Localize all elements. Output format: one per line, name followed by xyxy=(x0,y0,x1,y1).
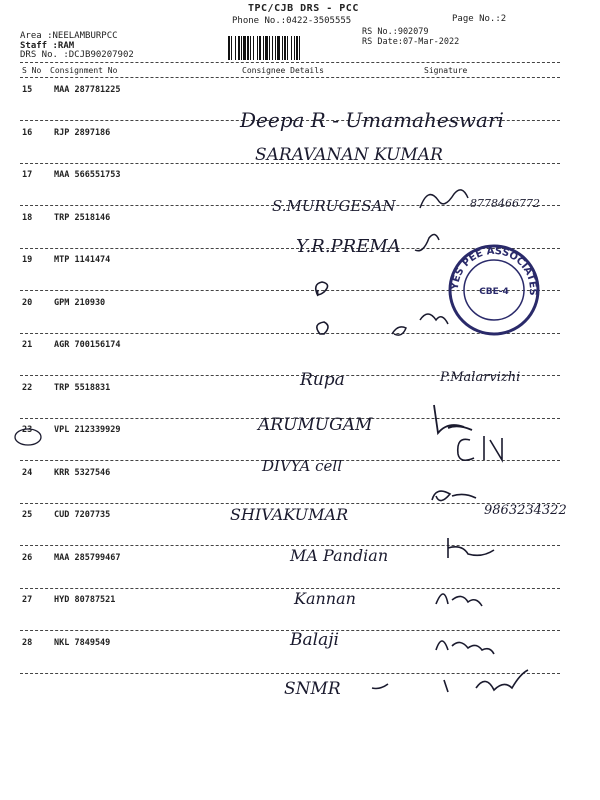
row-sno: 21 xyxy=(22,340,33,350)
signature-20b xyxy=(392,314,448,335)
signature-20 xyxy=(317,322,328,334)
signature-17 xyxy=(420,190,468,208)
row-consignment-number: MAA 287781225 xyxy=(54,85,121,95)
consignee-phone-17: 8778466772 xyxy=(470,197,540,210)
signature-26 xyxy=(436,594,482,606)
signature-28-mark xyxy=(372,684,388,689)
row-consignment-number: AGR 700156174 xyxy=(54,340,121,350)
row-consignment-number: RJP 2897186 xyxy=(54,128,111,138)
consignee-sign-25: MA Pandian xyxy=(290,546,389,565)
signature-24 xyxy=(432,491,476,500)
consignee-sign-15: Deepa R - Umamaheswari xyxy=(240,108,504,132)
col-header-consignment: Consignment No xyxy=(50,66,118,75)
signature-28 xyxy=(444,670,528,692)
row-sno: 16 xyxy=(22,128,33,138)
staff-label: Staff :RAM xyxy=(20,40,75,51)
row-consignment-number: MAA 566551753 xyxy=(54,170,121,180)
row-consignment-number: KRR 5327546 xyxy=(54,468,111,478)
signature-22 xyxy=(434,405,472,433)
row-consignment-number: CUD 7207735 xyxy=(54,510,111,520)
consignee-sign-26: Kannan xyxy=(294,589,356,608)
consignee-sign-28: SNMR xyxy=(284,679,341,699)
row-sno: 22 xyxy=(22,383,33,393)
consignee-sign-18: Y.R.PREMA xyxy=(296,236,401,257)
rs-number: RS No.:902079 xyxy=(362,27,429,37)
row-23-circle-mark xyxy=(15,429,41,445)
area-label: Area :NEELAMBURPCC xyxy=(20,31,118,41)
signature-18 xyxy=(415,234,439,250)
consignee-sign-17: S.MURUGESAN xyxy=(272,197,396,215)
consignee-sign-21: Rupa xyxy=(300,370,345,390)
signature-21: P.Malarvizhi xyxy=(440,370,521,385)
row-consignment-number: GPM 210930 xyxy=(54,298,106,308)
row-consignment-number: TRP 5518831 xyxy=(54,383,111,393)
drs-number: DRS No. :DCJB90207902 xyxy=(20,50,134,60)
consignee-sign-24: SHIVAKUMAR xyxy=(230,505,349,524)
signature-25 xyxy=(448,538,494,558)
row-sno: 27 xyxy=(22,595,33,605)
signature-23 xyxy=(458,436,502,460)
row-consignment-number: MTP 1141474 xyxy=(54,255,111,265)
row-consignment-number: NKL 7849549 xyxy=(54,638,111,648)
row-sno: 19 xyxy=(22,255,33,265)
col-header-consignee: Consignee Details xyxy=(242,66,324,75)
signature-19 xyxy=(316,282,328,296)
row-sno: 25 xyxy=(22,510,33,520)
consignee-sign-16: SARAVANAN KUMAR xyxy=(255,145,443,165)
row-consignment-number: TRP 2518146 xyxy=(54,213,111,223)
row-sno: 23 xyxy=(22,425,33,435)
stamp-center: CBE-4 xyxy=(479,287,509,297)
consignee-sign-27: Balaji xyxy=(290,630,339,650)
row-sno: 24 xyxy=(22,468,33,478)
signature-27 xyxy=(436,641,494,654)
consignee-phone-24: 9863234322 xyxy=(484,503,567,518)
row-sno: 15 xyxy=(22,85,33,95)
row-sno: 18 xyxy=(22,213,33,223)
col-header-signature: Signature xyxy=(424,66,468,75)
company-stamp xyxy=(450,246,538,334)
consignee-sign-23: DIVYA cell xyxy=(262,457,342,475)
stamp-label: YES PEE ASSOCIATES xyxy=(449,245,539,296)
row-consignment-number: MAA 285799467 xyxy=(54,553,121,563)
page-number: Page No.:2 xyxy=(452,14,507,24)
row-sno: 28 xyxy=(22,638,33,648)
row-consignment-number: HYD 80787521 xyxy=(54,595,116,605)
row-consignment-number: VPL 212339929 xyxy=(54,425,121,435)
row-sno: 20 xyxy=(22,298,33,308)
phone-number: Phone No.:0422-3505555 xyxy=(232,16,352,26)
rs-date: RS Date:07-Mar-2022 xyxy=(362,37,460,47)
row-sno: 26 xyxy=(22,553,33,563)
consignee-sign-22: ARUMUGAM xyxy=(258,415,373,435)
col-header-sno: S No xyxy=(22,66,42,75)
document-title: TPC/CJB DRS - PCC xyxy=(248,3,359,14)
row-sno: 17 xyxy=(22,170,33,180)
